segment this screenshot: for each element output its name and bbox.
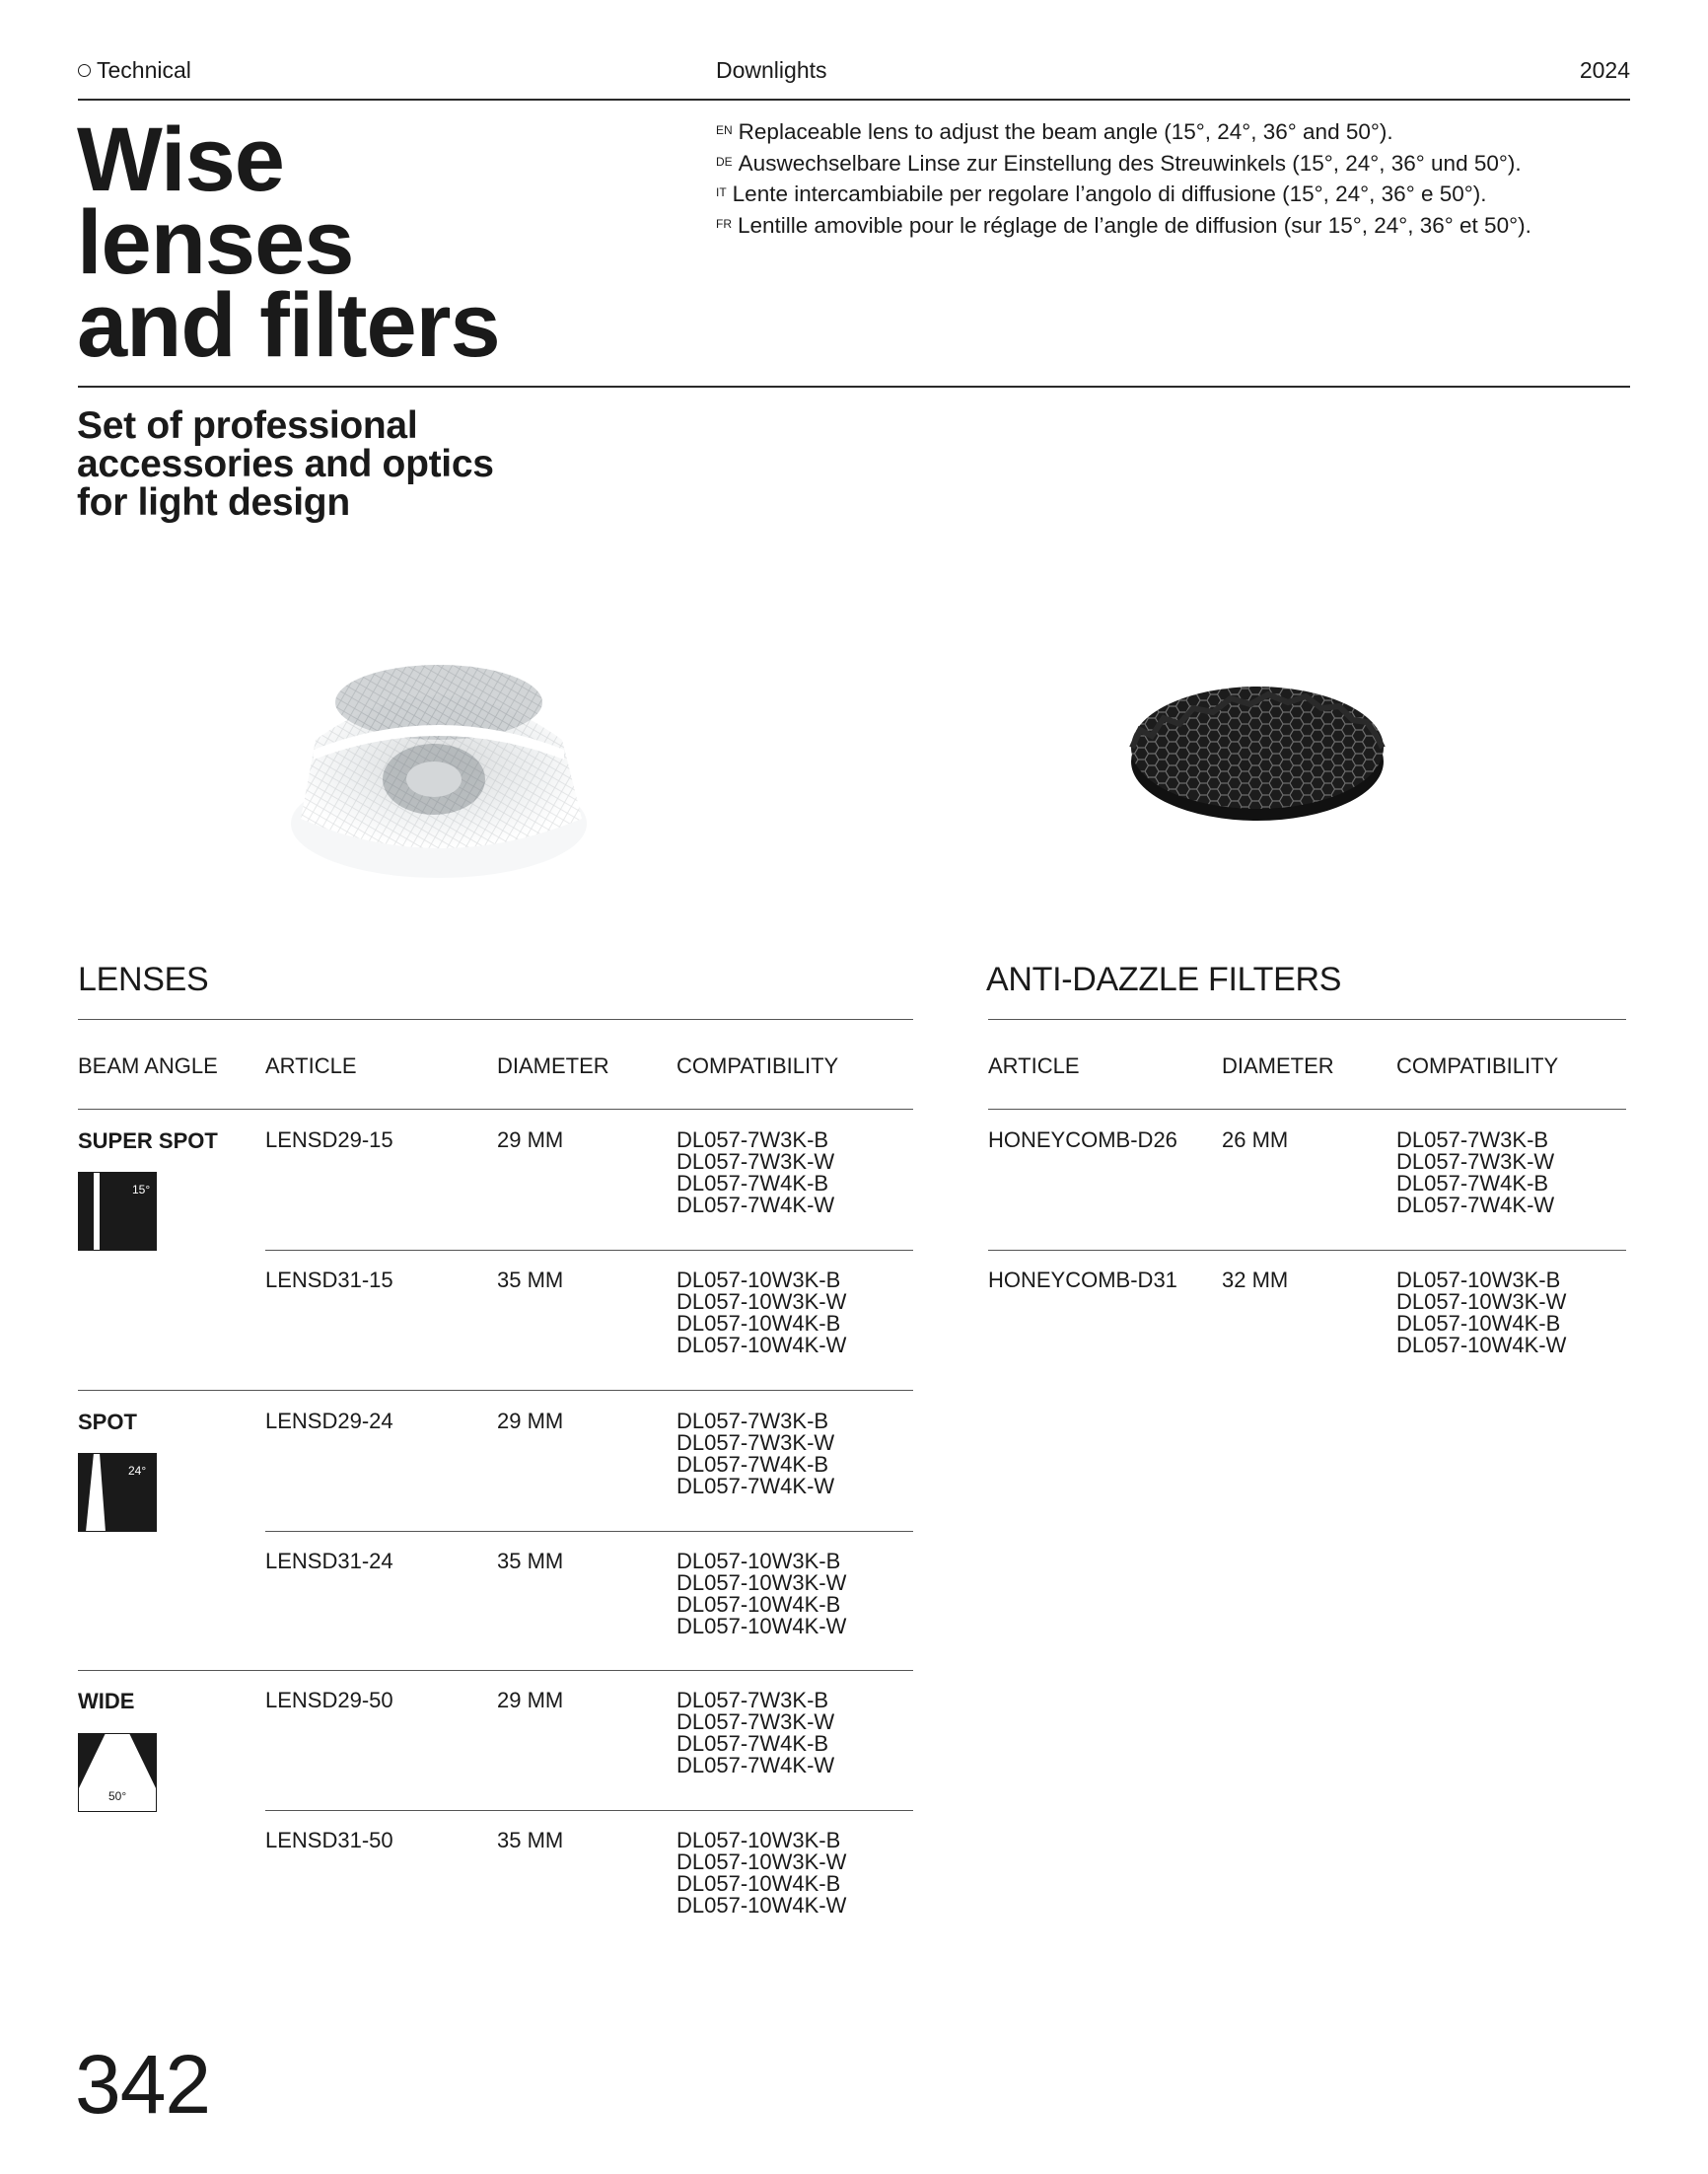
compat-item: DL057-10W3K-B [676, 1268, 841, 1292]
circle-icon [78, 64, 91, 77]
compat-item: DL057-7W4K-B [1396, 1171, 1549, 1196]
filter-diameter: 32 MM [1222, 1268, 1289, 1292]
col-header-diameter: DIAMETER [1222, 1053, 1334, 1078]
compat-item: DL057-7W4K-B [676, 1171, 829, 1196]
row-divider [988, 1250, 1626, 1251]
description-it [716, 181, 1531, 212]
title-divider [78, 386, 1630, 388]
col-header-compatibility: COMPATIBILITY [1396, 1053, 1559, 1078]
filter-diameter: 26 MM [1222, 1127, 1289, 1152]
filters-top-divider [988, 1019, 1626, 1020]
compat-item: DL057-10W3K-W [676, 1570, 847, 1595]
lens-article: LENSD31-50 [265, 1828, 393, 1852]
description-text: Lentille amovible pour le réglage de l’angle de diffusion (sur 15°, 24°, 36° et 50°). [738, 212, 1531, 238]
compat-item: DL057-10W4K-W [1396, 1333, 1567, 1357]
compat-item: DL057-7W3K-B [676, 1127, 829, 1152]
lens-article: LENSD29-15 [265, 1127, 393, 1152]
compat-item: DL057-7W3K-W [1396, 1149, 1555, 1174]
page-title [77, 109, 500, 376]
lang-code: DE [716, 154, 733, 169]
description-text: Lente intercambiabile per regolare l’angolo di diffusione (15°, 24°, 36° e 50°). [732, 181, 1487, 206]
lens-diameter: 35 MM [497, 1828, 564, 1852]
compat-item: DL057-10W4K-B [1396, 1311, 1561, 1336]
lens-compatibility [676, 1411, 834, 1497]
description-fr [716, 212, 1531, 244]
compat-item: DL057-7W3K-W [676, 1430, 835, 1455]
compat-item: DL057-10W4K-B [676, 1871, 841, 1896]
subtitle-line: accessories and optics [77, 443, 494, 485]
lens-diameter: 35 MM [497, 1549, 564, 1573]
group-divider [78, 1670, 913, 1671]
col-header-article: ARTICLE [265, 1053, 357, 1078]
page-number: 342 [75, 2038, 211, 2131]
col-header-beam-angle: BEAM ANGLE [78, 1053, 218, 1078]
compat-item: DL057-10W4K-W [676, 1614, 847, 1638]
filters-header-divider [988, 1109, 1626, 1110]
lens-diameter: 29 MM [497, 1688, 564, 1712]
header-divider [78, 99, 1630, 101]
compat-item: DL057-10W3K-B [676, 1828, 841, 1852]
lens-diameter: 29 MM [497, 1127, 564, 1152]
filter-compatibility [1396, 1269, 1566, 1356]
page-title-line: Wise [77, 109, 284, 210]
lens-article: LENSD31-15 [265, 1268, 393, 1292]
subtitle-line: Set of professional [77, 404, 418, 447]
beam-50-icon [78, 1733, 157, 1812]
page-title-line: lenses [77, 192, 354, 293]
description-de [716, 150, 1531, 181]
lens-compatibility [676, 1830, 846, 1917]
lens-article: LENSD29-50 [265, 1688, 393, 1712]
compat-item: DL057-7W4K-W [676, 1474, 835, 1498]
lens-compatibility [676, 1129, 834, 1216]
page-title-line: and filters [77, 275, 500, 376]
lens-article: LENSD29-24 [265, 1409, 393, 1433]
row-divider [265, 1810, 913, 1811]
header-year: 2024 [1579, 57, 1630, 83]
description-text: Auswechselbare Linse zur Einstellung des Streuwinkels (15°, 24°, 36° und 50°). [738, 150, 1522, 176]
compat-item: DL057-7W3K-W [676, 1149, 835, 1174]
group-divider [78, 1390, 913, 1391]
beam-name-wide: WIDE [78, 1689, 135, 1713]
filter-compatibility [1396, 1129, 1554, 1216]
lens-compatibility [676, 1551, 846, 1637]
header-category: Downlights [716, 57, 827, 83]
compat-item: DL057-7W4K-B [676, 1731, 829, 1756]
description-text: Replaceable lens to adjust the beam angle (15°, 24°, 36° and 50°). [738, 119, 1393, 144]
compat-item: DL057-7W3K-B [1396, 1127, 1549, 1152]
col-header-article: ARTICLE [988, 1053, 1080, 1078]
lens-diameter: 35 MM [497, 1268, 564, 1292]
lenses-header-divider [78, 1109, 913, 1110]
compat-item: DL057-7W4K-B [676, 1452, 829, 1477]
row-divider [265, 1531, 913, 1532]
beam-name-spot: SPOT [78, 1410, 137, 1434]
lens-compatibility [676, 1690, 834, 1776]
compat-item: DL057-7W3K-W [676, 1709, 835, 1734]
lens-product-image [276, 631, 592, 888]
beam-degree: 24° [128, 1464, 147, 1478]
header-section [78, 57, 191, 84]
description-list [716, 118, 1531, 243]
filters-heading: ANTI-DAZZLE FILTERS [986, 961, 1342, 998]
col-header-diameter: DIAMETER [497, 1053, 609, 1078]
lens-compatibility [676, 1269, 846, 1356]
lens-diameter: 29 MM [497, 1409, 564, 1433]
beam-degree: 15° [132, 1183, 151, 1196]
compat-item: DL057-10W4K-B [676, 1592, 841, 1617]
row-divider [265, 1250, 913, 1251]
beam-degree: 50° [108, 1789, 127, 1803]
lens-article: LENSD31-24 [265, 1549, 393, 1573]
compat-item: DL057-10W3K-W [1396, 1289, 1567, 1314]
filter-article: HONEYCOMB-D26 [988, 1127, 1177, 1152]
compat-item: DL057-10W4K-W [676, 1893, 847, 1918]
lang-code: FR [716, 216, 732, 231]
subtitle-line: for light design [77, 481, 350, 524]
compat-item: DL057-10W3K-W [676, 1849, 847, 1874]
compat-item: DL057-7W4K-W [676, 1193, 835, 1217]
compat-item: DL057-10W3K-B [1396, 1268, 1561, 1292]
beam-15-icon [78, 1172, 157, 1251]
subtitle [77, 406, 494, 522]
beam-name-super-spot: SUPER SPOT [78, 1128, 218, 1153]
compat-item: DL057-10W3K-B [676, 1549, 841, 1573]
compat-item: DL057-7W3K-B [676, 1409, 829, 1433]
honeycomb-filter-image [1124, 671, 1390, 829]
compat-item: DL057-7W4K-W [676, 1753, 835, 1777]
lang-code: EN [716, 123, 733, 137]
compat-item: DL057-10W4K-B [676, 1311, 841, 1336]
compat-item: DL057-10W3K-W [676, 1289, 847, 1314]
header-section-label: Technical [97, 57, 191, 83]
compat-item: DL057-7W3K-B [676, 1688, 829, 1712]
lenses-top-divider [78, 1019, 913, 1020]
filter-article: HONEYCOMB-D31 [988, 1268, 1177, 1292]
description-en [716, 118, 1531, 150]
lenses-heading: LENSES [78, 961, 209, 998]
lang-code: IT [716, 185, 727, 199]
compat-item: DL057-7W4K-W [1396, 1193, 1555, 1217]
compat-item: DL057-10W4K-W [676, 1333, 847, 1357]
col-header-compatibility: COMPATIBILITY [676, 1053, 839, 1078]
beam-24-icon [78, 1453, 157, 1532]
